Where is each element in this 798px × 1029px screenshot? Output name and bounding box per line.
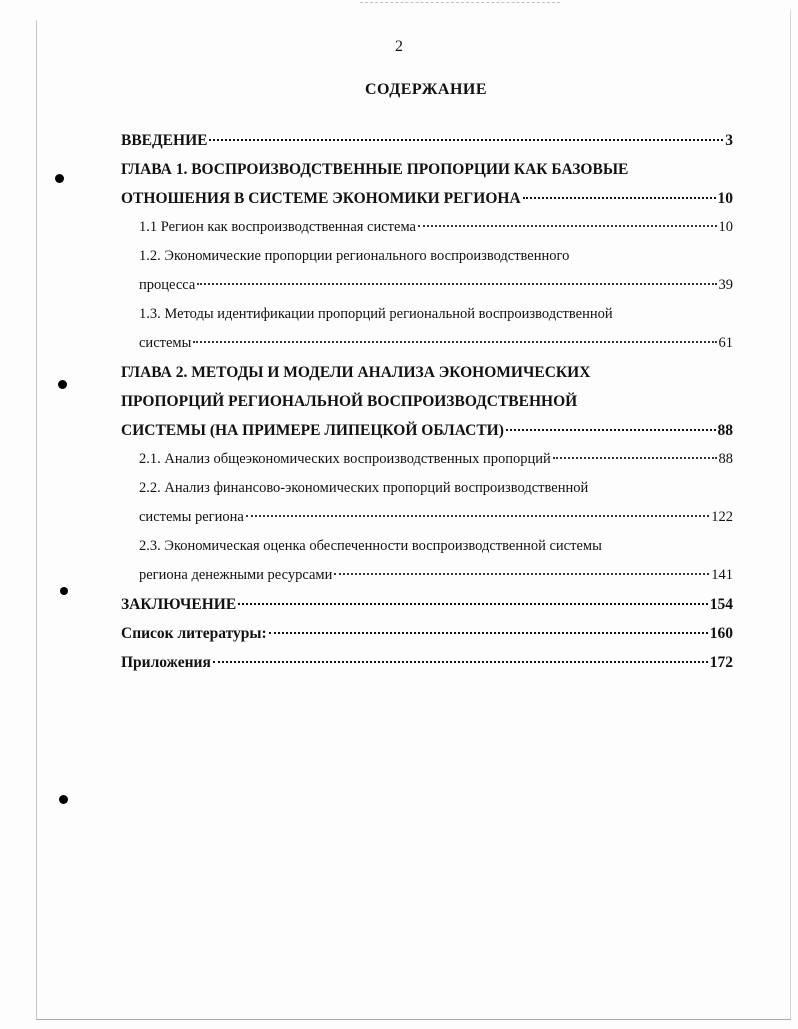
dot-leader [523,189,716,199]
dot-leader [209,131,723,141]
toc-entry-label-line: системы региона [139,509,244,525]
dot-leader [213,653,708,663]
toc-entry-label-line: ПРОПОРЦИЙ РЕГИОНАЛЬНОЙ ВОСПРОИЗВОДСТВЕННОЙ [121,393,578,410]
toc-entry-appendix[interactable] [121,648,733,677]
toc-entry-conclusion[interactable] [121,590,733,619]
toc-entry-label-line: ГЛАВА 1. ВОСПРОИЗВОДСТВЕННЫЕ ПРОПОРЦИИ КАК БАЗОВЫЕ [121,161,629,178]
toc-entry-label-line: ОТНОШЕНИЯ В СИСТЕМЕ ЭКОНОМИКИ РЕГИОНА [121,190,521,207]
dot-leader [269,624,708,634]
toc-entry-page: 122 [711,509,733,525]
toc-entry-label-line: 1.3. Методы идентификации пропорций региональной воспроизводственной [139,306,613,322]
toc-entry-label-line: 2.2. Анализ финансово-экономических пропорций воспроизводственной [139,480,589,496]
toc-entry-page: 88 [718,451,733,467]
toc-entry-label: Список литературы: [121,625,267,642]
toc-entry-label-line: 1.2. Экономические пропорции регионального воспроизводственного [139,248,570,264]
table-of-contents [121,126,733,677]
toc-entry-chapter-2[interactable] [121,358,733,445]
toc-entry-intro[interactable] [121,126,733,155]
toc-entry-label: ВВЕДЕНИЕ [121,132,208,149]
binder-hole-mark [55,174,64,183]
page-number: 2 [395,38,403,55]
toc-title: СОДЕРЖАНИЕ [364,81,488,98]
binder-hole-mark [59,795,68,804]
dot-leader [506,421,716,431]
toc-entry-page: 10 [718,219,733,235]
toc-entry-label: Приложения [121,654,211,671]
toc-entry-page: 10 [717,190,733,207]
toc-entry-page: 160 [709,625,733,642]
toc-entry-label-line: СИСТЕМЫ (НА ПРИМЕРЕ ЛИПЕЦКОЙ ОБЛАСТИ) [121,422,504,439]
toc-entry-references[interactable] [121,619,733,648]
scan-edge-bottom [36,1019,791,1020]
scan-edge-left [36,20,37,1020]
toc-entry-label: 2.1. Анализ общеэкономических воспроизводственных пропорций [139,451,551,467]
toc-entry-section-1-2[interactable] [121,242,733,300]
toc-entry-section-1-1[interactable] [121,213,733,242]
toc-entry-page: 172 [709,654,733,671]
toc-entry-page: 141 [711,567,733,583]
toc-entry-page: 39 [718,277,733,293]
toc-entry-label-line: процесса [139,277,196,293]
toc-entry-section-1-3[interactable] [121,300,733,358]
scan-edge-right [790,10,791,1020]
toc-entry-label-line: ГЛАВА 2. МЕТОДЫ И МОДЕЛИ АНАЛИЗА ЭКОНОМИЧЕСКИХ [121,364,591,381]
toc-entry-page: 88 [717,422,733,439]
binder-hole-mark [60,587,68,595]
toc-entry-page: 3 [725,132,733,149]
dot-leader [553,449,717,459]
dot-leader [246,507,709,517]
toc-entry-page: 61 [718,335,733,351]
toc-entry-label-line: 2.3. Экономическая оценка обеспеченности воспроизводственной системы [139,538,602,554]
toc-entry-label: ЗАКЛЮЧЕНИЕ [121,596,237,613]
dot-leader [197,275,716,285]
dot-leader [238,595,708,605]
dot-leader [334,565,709,575]
toc-entry-chapter-1[interactable] [121,155,733,213]
toc-entry-section-2-3[interactable] [121,532,733,590]
toc-entry-page: 154 [709,596,733,613]
toc-entry-label: 1.1 Регион как воспроизводственная система [139,219,416,235]
toc-entry-label-line: системы [139,335,192,351]
scan-artifact-top [360,2,560,4]
dot-leader [193,333,716,343]
dot-leader [418,217,717,227]
binder-hole-mark [58,380,67,389]
toc-entry-label-line: региона денежными ресурсами [139,567,333,583]
toc-entry-section-2-1[interactable] [121,445,733,474]
toc-entry-section-2-2[interactable] [121,474,733,532]
